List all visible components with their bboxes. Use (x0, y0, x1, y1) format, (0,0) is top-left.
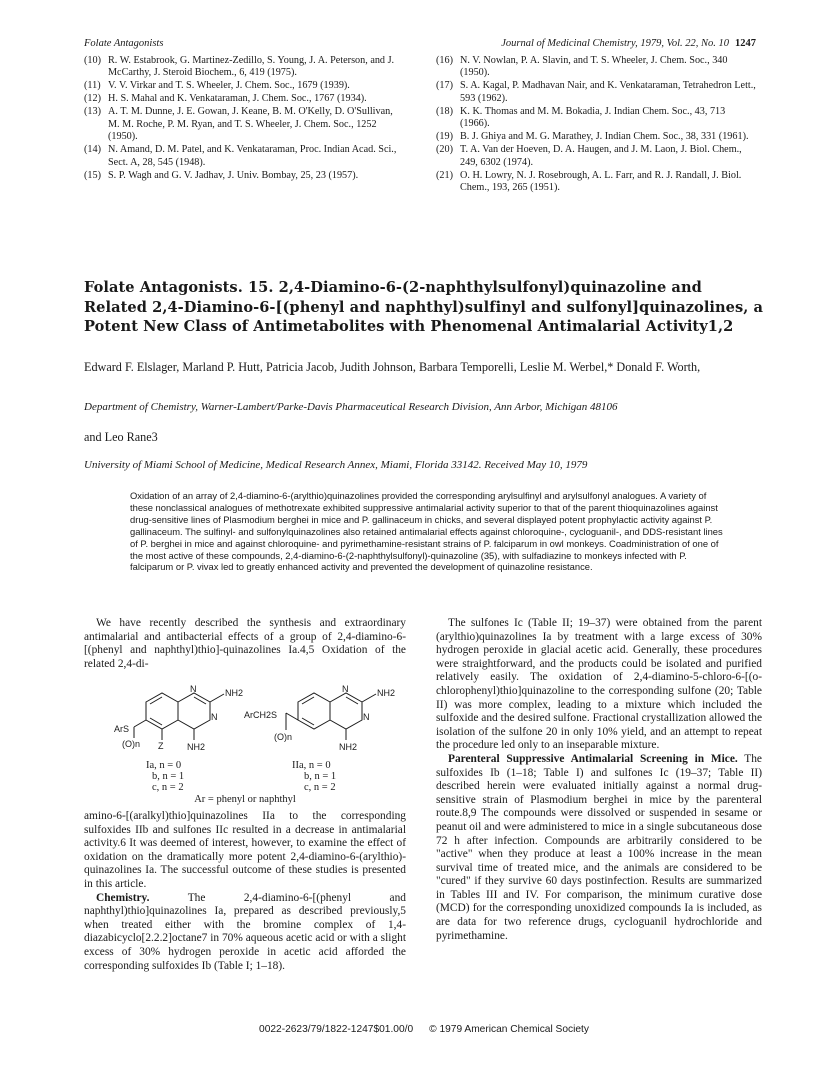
nh2-label: NH2 (187, 742, 206, 752)
arch2s-label: ArCH2S (244, 710, 278, 720)
body-paragraph: amino-6-[(aralkyl)thio]quinazolines IIa to the corresponding sulfoxides IIb and sulfones IIc resulted in a decrease in antimalarial activity.6 It was deemed of interest, however, to examine the effect of oxidation on the dramatically more potent 2,4-diamino-6-(arylthio)-quinazolines Ia. The successful outcome of these studies is presented in this article. (84, 810, 406, 890)
affiliation-received: University of Miami School of Medicine, Medical Research Annex, Miami, Florida 33142. Received May 10, 1979 (84, 459, 588, 471)
nh2-label: NH2 (225, 688, 244, 698)
body-paragraph: We have recently described the synthesis and extraordinary antimalarial and antibacterial effects of a group of 2,4-diamino-6-[(phenyl and naphthyl)thio]-quinazolines Ia.4,5 Oxidation of the related 2,4-di- (84, 617, 406, 670)
benzene-ring-2 (298, 693, 330, 729)
copyright: © 1979 American Chemical Society (429, 1024, 589, 1035)
reference-item: (15) S. P. Wagh and G. V. Jadhav, J. Univ. Bombay, 25, 23 (1957). (84, 169, 359, 181)
page-footer (84, 1024, 764, 1035)
benzene-ring-1 (146, 693, 178, 729)
page-number: 1247 (735, 38, 756, 49)
pyrimidine-ring-1 (178, 693, 210, 729)
section-heading: Chemistry. (96, 891, 150, 904)
doc-code: 0022-2623/79/1822-1247$01.00/0 (259, 1024, 414, 1035)
reference-item: (16) N. V. Nowlan, P. A. Slavin, and T. S. Wheeler, J. Chem. Soc., 340 (1950). (436, 55, 728, 79)
z-label: Z (158, 741, 164, 751)
n-atom: N (190, 684, 197, 694)
n-atom: N (342, 684, 349, 694)
reference-item: (13) A. T. M. Dunne, J. E. Gowan, J. Keane, B. M. O'Kelly, D. O'Sullivan, M. M. Roche, P. M. Ryan, and T. S. Wheeler, J. Chem. Soc., 1252 (1950). (84, 106, 393, 143)
reference-item: (21) O. H. Lowry, N. J. Rosebrough, A. L. Farr, and R. J. Randall, J. Biol. Chem., 193, 265 (1951). (436, 169, 742, 194)
chemical-structures (84, 680, 406, 806)
reference-item: (12) H. S. Mahal and K. Venkataraman, J. Chem. Soc., 1767 (1934). (84, 93, 367, 105)
body-right (436, 617, 762, 943)
body-paragraph: Parenteral Suppressive Antimalarial Screening in Mice. The sulfoxides Ib (1–18; Table I) and sulfones Ic (19–37; Table II) described herein were evaluated initially against a normal drug-sensitive strain of Plasmodium berghei in mice by the parenteral route.8,9 The compounds were dissolved or suspended in sesame or peanut oil and were administered to mice in a single subcutaneous dose 72 h after infection. Compounds are arbitrarily considered to be "active" when they produce at least a 100% increase in the mean survival time of treated mice, and the animals are considered to be "cured" if they survive 60 days postinfection. Results are summarized in Tables III and IV. For comparison, the minimum curative dose (MCD) for the corresponding unoxidized compounds Ia is included, as are data for two reference drugs, cycloguanil hydrochloride and pyrimethamine. (436, 752, 762, 942)
reference-item: (20) T. A. Van der Hoeven, D. A. Haugen, and J. M. Laon, J. Biol. Chem., 249, 6302 (1974). (436, 144, 742, 168)
body-left-bottom (84, 810, 406, 973)
reference-item: (19) B. J. Ghiya and M. G. Marathey, J. Indian Chem. Soc., 38, 331 (1961). (436, 131, 749, 143)
references-left (84, 55, 402, 183)
affiliation: Department of Chemistry, Warner-Lambert/Parke-Davis Pharmaceutical Research Division, Ann Arbor, Michigan 48106 (84, 401, 618, 413)
article-title: Folate Antagonists. 15. 2,4-Diamino-6-(2-naphthylsulfonyl)quinazoline and Related 2,4-Diamino-6-[(phenyl and naphthyl)sulfinyl and sulfonyl]quinazolines, a Potent New Class of Antimetabolites with Phenomenal Antimalarial Activity1,2 (84, 279, 764, 335)
abstract: Oxidation of an array of 2,4-diamino-6-(arylthio)quinazolines provided the corresponding arylsulfinyl and arylsulfonyl analogues. A variety of these nonclassical analogues of methotrexate exhibited suppressive antimalarial activity superior to that of the parent thioquinazolines against drug-sensitive lines of Plasmodium berghei in mice and P. gallinaceum in chicks, and several displayed potent prophylactic activity against P. gallinaceum. The sulfinyl- and sulfonylquinazolines also retained antimalarial effects against chloroquine-, cycloguanil-, and DDS-resistant lines of P. berghei in mice and against chloroquine- and pyrimethamine-resistant strains of P. falciparum in owl monkeys. Coadministration of one of the most active of these compounds, 2,4-diamino-6-(2-naphthylsulfonyl)-quinazoline (35), with sulfadiazine to monkeys infected with P. falciparum or P. vivax led to greatly enhanced activity and prevented the development of quinazoline resistance. (130, 490, 723, 573)
reference-item: (17) S. A. Kagal, P. Madhavan Nair, and K. Venkataraman, Tetrahedron Lett., 593 (1962). (436, 80, 756, 104)
journal-citation: Journal of Medicinal Chemistry, 1979, Vol. 22, No. 10 (501, 38, 729, 49)
structure-caption: Ar = phenyl or naphthyl (194, 794, 296, 805)
compound-label: b, n = 1 (304, 771, 337, 782)
additional-author: and Leo Rane3 (84, 430, 158, 444)
compound-label: c, n = 2 (152, 782, 184, 793)
on-label: (O)n (122, 739, 140, 749)
body-paragraph: Chemistry. The 2,4-diamino-6-[(phenyl and naphthyl)thio]quinazolines Ia, prepared as described previously,5 when treated either with the bromine complex of 1,4-diazabicyclo[2.2.2]octane7 in 70% aqueous acetic acid or with a slight excess of 30% hydrogen peroxide in acetic acid afforded the corresponding sulfoxides Ib (Table I; 1–18). (84, 891, 406, 972)
reference-item: (18) K. K. Thomas and M. M. Bokadia, J. Indian Chem. Soc., 43, 713 (1966). (436, 105, 726, 130)
n-atom: N (363, 712, 370, 722)
body-paragraph: The sulfones Ic (Table II; 19–37) were obtained from the parent (arylthio)quinazolines Ia by treatment with a large excess of 30% hydrogen peroxide in glacial acetic acid. Generally, these procedures were straightforward, and the products could be isolated and purified relatively easily. The oxidation of 2,4-diamino-5-chloro-6-[(o-chlorophenyl)thio]quinazoline to the corresponding sulfone (20; Table II) was more complex, leading to a mixture which included the sulfoxide and the desired sulfone. Fractional crystallization allowed the isolation of the sulfone 20 in only 10% yield, and an attempt to repeat the procedure led only to an inseparable mixture. (436, 617, 762, 752)
compound-label: b, n = 1 (152, 771, 185, 782)
running-header-right (501, 38, 756, 49)
body-left-top (84, 617, 406, 671)
on-label: (O)n (274, 732, 292, 742)
reference-item: (11) V. V. Virkar and T. S. Wheeler, J. Chem. Soc., 1679 (1939). (84, 80, 350, 92)
section-heading: Parenteral Suppressive Antimalarial Screening in Mice. (448, 752, 738, 765)
references-right (436, 55, 756, 195)
compound-label: Ia, n = 0 (146, 760, 182, 771)
n-atom: N (211, 712, 218, 722)
reference-item: (10) R. W. Estabrook, G. Martinez-Zedillo, S. Young, J. A. Peterson, and J. McCarthy, J. Steroid Biochem., 6, 419 (1975). (84, 55, 395, 79)
compound-label: c, n = 2 (304, 782, 336, 793)
nh2-label: NH2 (377, 688, 396, 698)
pyrimidine-ring-2 (330, 693, 362, 729)
compound-label: IIa, n = 0 (292, 760, 331, 771)
nh2-label: NH2 (339, 742, 358, 752)
ars-label: ArS (114, 724, 130, 734)
reference-item: (14) N. Amand, D. M. Patel, and K. Venkataraman, Proc. Indian Acad. Sci., Sect. A, 28, 545 (1948). (84, 144, 397, 168)
running-header-left: Folate Antagonists (84, 38, 164, 49)
author-list: Edward F. Elslager, Marland P. Hutt, Patricia Jacob, Judith Johnson, Barbara Temporelli, Leslie M. Werbel,* Donald F. Worth, (84, 360, 701, 374)
